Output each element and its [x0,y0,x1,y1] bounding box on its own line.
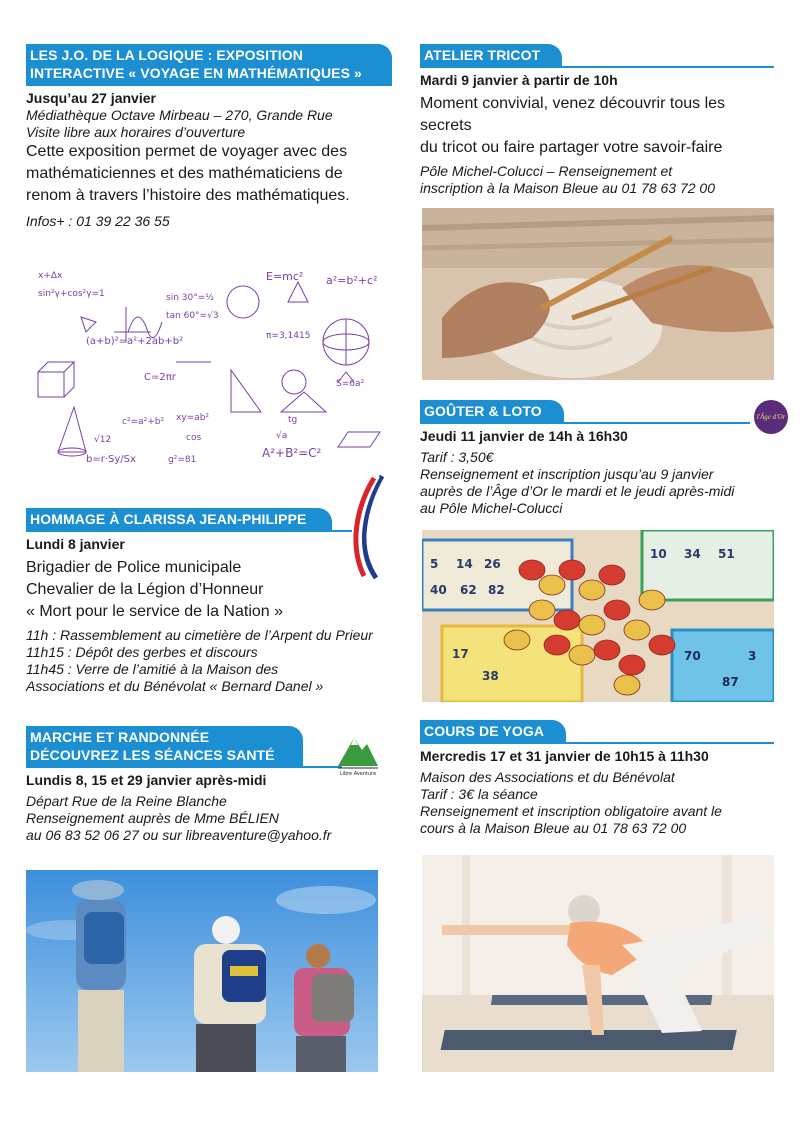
section-title-line1: MARCHE ET RANDONNÉE [30,729,210,745]
section-title-line2: INTERACTIVE « VOYAGE EN MATHÉMATIQUES » [30,65,362,81]
event-date: Jeudi 11 janvier de 14h à 16h30 [420,428,628,444]
event-desc-line: du tricot ou faire partager votre savoir-faire [420,139,723,156]
section-gouter-loto [420,400,780,517]
loto-number: 14 [456,557,473,571]
event-desc-line: Brigadier de Police municipale [26,559,242,576]
section-title [26,44,392,84]
event-info-line: Renseignement et inscription obligatoire avant le [420,803,722,819]
loto-chip [554,610,580,630]
section-title [26,726,303,766]
loto-chip [544,635,570,655]
section-title: HOMMAGE À CLARISSA JEAN-PHILIPPE [26,508,332,530]
formula-text: π=3,1415 [266,331,311,341]
formula-text: C=2πr [144,372,176,383]
loto-number: 17 [452,647,469,661]
loto-chip [614,675,640,695]
loto-number: 38 [482,669,499,683]
title-underline [420,422,750,424]
formula-text: A²+B²=C² [262,446,322,460]
schedule-line: 11h45 : Verre de l’amitié à la Maison des [26,661,279,677]
loto-number: 34 [684,547,701,561]
loto-chip [649,635,675,655]
loto-number: 70 [684,649,701,663]
loto-number: 5 [430,557,439,571]
event-desc-line: « Mort pour le service de la Nation » [26,603,284,620]
event-date: Mercredis 17 et 31 janvier de 10h15 à 11h30 [420,748,709,764]
loto-number: 82 [488,583,505,597]
age-dor-logo [754,400,788,434]
schedule-line: 11h : Rassemblement au cimetière de l’Arpent du Prieur [26,627,373,643]
event-date: Lundi 8 janvier [26,536,125,552]
loto-number: 62 [460,583,477,597]
loto-chip [579,615,605,635]
event-info-line: au Pôle Michel-Colucci [420,500,563,516]
logo-text: Libre Aventure [339,771,377,777]
loto-photo [422,530,774,702]
loto-chip [569,645,595,665]
loto-chip [599,565,625,585]
section-title-line2: DÉCOUVREZ LES SÉANCES SANTÉ [30,747,275,763]
event-desc-line: Chevalier de la Légion d’Honneur [26,581,264,598]
logo-text: l'Âge d'Or [756,413,786,421]
event-info-line: Pôle Michel-Colucci – Renseignement et [420,163,673,179]
title-underline [420,66,774,68]
loto-number: 10 [650,547,667,561]
hikers-photo [26,870,378,1072]
event-info-line: cours à la Maison Bleue au 01 78 63 72 00 [420,820,687,836]
loto-number: 87 [722,675,739,689]
formula-text: g²=81 [168,455,197,465]
event-info-line: Renseignement et inscription jusqu’au 9 janvier [420,466,714,482]
event-date: Jusqu’au 27 janvier [26,90,156,106]
event-tarif: Tarif : 3,50€ [420,449,494,465]
loto-chip [519,560,545,580]
loto-chip [539,575,565,595]
formula-text: √12 [94,435,112,445]
loto-chip [639,590,665,610]
formula-text: c²=a²+b² [122,417,165,427]
event-desc-line: mathématiciennes et des mathématiciens de [26,165,343,182]
event-desc-line: renom à travers l’histoire des mathématiques. [26,187,350,204]
event-hours: Visite libre aux horaires d’ouverture [26,124,246,140]
title-underline [420,742,774,744]
loto-chip [624,620,650,640]
formula-text: xy=ab² [176,413,210,423]
section-yoga [420,720,780,837]
section-title: ATELIER TRICOT [420,44,562,66]
loto-number: 40 [430,583,447,597]
french-ribbon-icon [348,474,388,580]
formula-text: (a+b)²=a²+2ab+b² [86,336,184,347]
title-underline [26,84,392,86]
loto-chip [604,600,630,620]
loto-chip [559,560,585,580]
title-underline [26,766,342,768]
formula-text: x+Δx [38,271,63,281]
loto-chip [579,580,605,600]
event-info-phone: Infos+ : 01 39 22 36 55 [26,213,170,229]
section-title: COURS DE YOGA [420,720,566,742]
math-formulas-illustration [26,262,382,472]
formula-text: E=mc² [266,270,304,283]
event-info-line: au 06 83 52 06 27 ou sur libreaventure@yahoo.fr [26,827,332,843]
event-date: Lundis 8, 15 et 29 janvier après-midi [26,772,267,788]
loto-number: 3 [748,649,757,663]
event-desc-line: Cette exposition permet de voyager avec des [26,143,348,160]
event-info-line: Tarif : 3€ la séance [420,786,538,802]
section-tricot [420,44,780,197]
event-info-line: auprès de l’Âge d’Or le mardi et le jeudi après-midi [420,483,735,499]
formula-text: tg [288,415,298,425]
title-underline [26,530,352,532]
event-info-line: inscription à la Maison Bleue au 01 78 63 72 00 [420,180,715,196]
yoga-photo [422,855,774,1072]
section-hommage [26,508,396,695]
schedule-line: 11h15 : Dépôt des gerbes et discours [26,644,258,660]
section-jo-logique [26,44,396,230]
loto-chip [619,655,645,675]
formula-text: b=r·Sy/Sx [86,454,136,465]
loto-chip [594,640,620,660]
formula-text: sin²γ+cos²γ=1 [38,289,105,299]
event-info-line: Maison des Associations et du Bénévolat [420,769,675,785]
event-date: Mardi 9 janvier à partir de 10h [420,72,618,88]
formula-text: cos [186,433,202,443]
loto-number: 51 [718,547,735,561]
event-info-line: Renseignement auprès de Mme BÉLIEN [26,810,279,826]
event-info-line: Départ Rue de la Reine Blanche [26,793,227,809]
libre-aventure-logo [334,730,382,778]
event-desc-line: Moment convivial, venez découvrir tous les secrets [420,95,726,134]
formula-text: sin 30°=½ [166,293,214,303]
formula-text: √a [276,431,288,441]
schedule-line: Associations et du Bénévolat « Bernard Danel » [26,678,324,694]
loto-number: 26 [484,557,501,571]
formula-text: a²=b²+c² [326,274,378,287]
loto-chip [504,630,530,650]
loto-chip [529,600,555,620]
formula-text: tan 60°=√3 [166,311,219,321]
formula-text: S=6a² [336,379,365,389]
section-title: GOÛTER & LOTO [420,400,564,422]
event-place: Médiathèque Octave Mirbeau – 270, Grande Rue [26,107,333,123]
knitting-photo [422,208,774,380]
section-title-line1: LES J.O. DE LA LOGIQUE : EXPOSITION [30,47,303,63]
